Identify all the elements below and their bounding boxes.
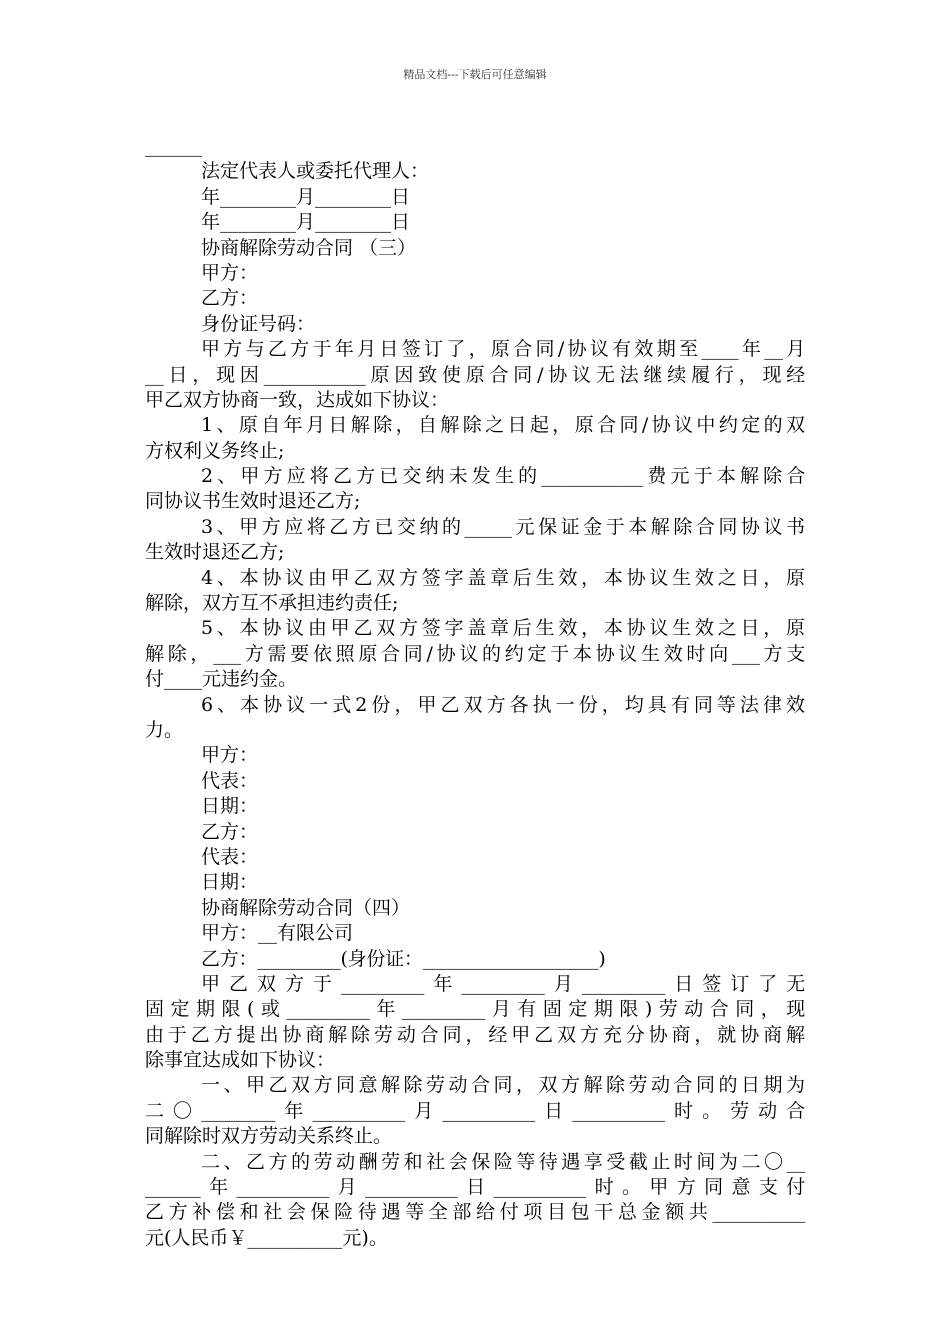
clause-line: 元(人民币￥__________元)。 (145, 1226, 388, 1249)
paragraph-line: 由于乙方提出协商解除劳动合同，经甲乙双方充分协商，就协商解 (145, 1023, 805, 1046)
page-header: 精品文档---下载后可任意编辑 (403, 68, 547, 81)
clause-line: 4、本协议由甲乙双方签字盖章后生效，本协议生效之日，原 (201, 566, 805, 589)
clause-line: 一、甲乙双方同意解除劳动合同，双方解除劳动合同的日期为 (201, 1074, 805, 1097)
party-line: 甲方：__有限公司 (201, 922, 354, 945)
party-b-label: 乙方： (201, 820, 259, 843)
blank-underline: ______ (145, 135, 202, 157)
section-title: 协商解除劳动合同（四） (201, 896, 411, 919)
clause-line: 2、甲方应将乙方已交纳未发生的___________费元于本解除合 (201, 465, 805, 488)
clause-line: 生效时退还乙方; (145, 541, 285, 564)
clause-line: ______年__________月__________日__________时。甲方同意支付 (145, 1176, 805, 1199)
date-line: 年________月________日 (201, 185, 411, 208)
section-title: 协商解除劳动合同 （三） (201, 236, 417, 259)
clause-line: 5、本协议由甲乙双方签字盖章后生效，本协议生效之日，原 (201, 617, 805, 640)
paragraph-line: 固定期限(或_________年_________月有固定期限)劳动合同，现 (145, 998, 805, 1021)
clause-line: 二〇________年__________月__________日__________时。劳动合 (145, 1099, 805, 1122)
clause-line: 解除，双方互不承担违约责任; (145, 592, 399, 615)
clause-line: 同解除时双方劳动关系终止。 (145, 1125, 393, 1148)
clause-line: 付____元违约金。 (145, 668, 298, 691)
clause-line: 3、甲方应将乙方已交纳的_____元保证金于本解除合同协议书 (201, 515, 805, 538)
date-label: 日期： (201, 871, 259, 894)
party-a-label: 甲方： (201, 744, 259, 767)
clause-line: 1、原自年月日解除，自解除之日起，原合同/协议中约定的双 (201, 414, 805, 437)
clause-line: 解除，___方需要依照原合同/协议的约定于本协议生效时向___方支 (145, 642, 805, 665)
clause-line: 乙方补偿和社会保险待遇等全部给付项目包干总金额共__________ (145, 1201, 805, 1224)
representative-label: 代表： (201, 845, 259, 868)
signature-line: 法定代表人或委托代理人： (201, 160, 430, 183)
representative-label: 代表： (201, 769, 259, 792)
paragraph-line: __日，现因___________原因致使原合同/协议无法继续履行，现经 (145, 363, 805, 386)
date-line: 年________月________日 (201, 211, 411, 234)
id-number-line: 身份证号码： (201, 312, 316, 335)
paragraph-line: 甲乙双方于_________年_________月_________日签订了无 (201, 972, 805, 995)
document-body (145, 134, 805, 1251)
paragraph-line: 甲乙双方协商一致，达成如下协议： (145, 388, 450, 411)
clause-line: 二、乙方的劳动酬劳和社会保险等待遇享受截止时间为二〇__ (201, 1150, 805, 1173)
clause-line: 同协议书生效时退还乙方; (145, 490, 361, 513)
party-line: 甲方： (201, 261, 259, 284)
date-label: 日期： (201, 795, 259, 818)
paragraph-line: 除事宜达成如下协议： (145, 1049, 336, 1072)
party-line: 乙方：_________(身份证：___________________) (201, 947, 606, 970)
clause-line: 方权利义务终止; (145, 439, 285, 462)
clause-line: 6、本协议一式2份，甲乙双方各执一份，均具有同等法律效 (201, 693, 805, 716)
clause-line: 力。 (145, 718, 184, 741)
paragraph-line: 甲方与乙方于年月日签订了，原合同/协议有效期至____年__月 (201, 338, 805, 361)
party-line: 乙方： (201, 287, 259, 310)
